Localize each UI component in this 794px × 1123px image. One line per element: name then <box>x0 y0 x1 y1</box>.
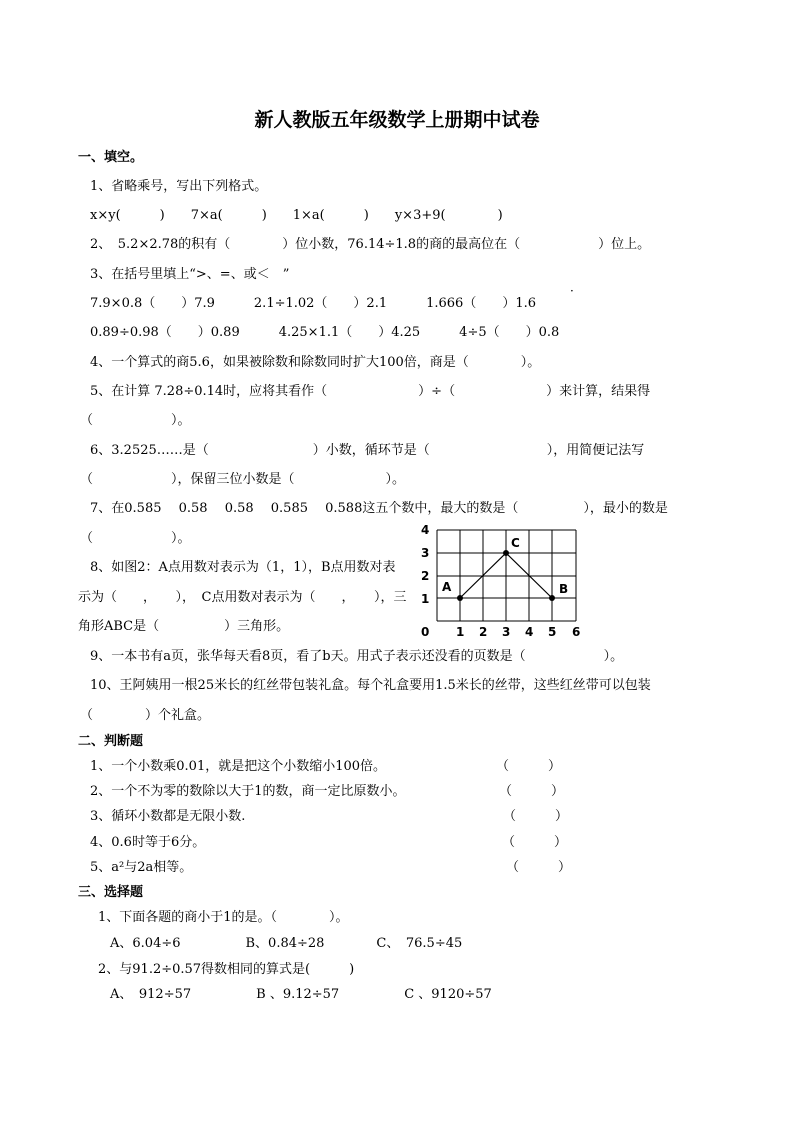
point-a-marker <box>457 595 463 601</box>
choice-question-1-options: A、6.04÷6 B、0.84÷28 C、 76.5÷45 <box>110 936 463 951</box>
section-2-heading: 二、判断题 <box>78 734 144 749</box>
question-9: 9、一本书有a页，张华每天看8页，看了b天。用式子表示还没看的页数是（ ）。 <box>90 649 624 664</box>
y-tick-1: 1 <box>421 592 430 606</box>
question-1-items: x×y( ) 7×a( ) 1×a( ) y×3+9( ) <box>90 208 503 223</box>
question-7-line-1: 7、在0.585 0.58 0.58 0.585 0.588这五个数中，最大的数是（ ），最小的数是 <box>90 501 668 516</box>
y-tick-3: 3 <box>421 546 430 560</box>
x-tick-2: 2 <box>479 625 488 639</box>
repeating-dot-mark: · <box>570 284 574 298</box>
question-6-line-2: （ ），保留三位小数是（ ）。 <box>80 472 406 487</box>
x-tick-3: 3 <box>502 625 511 639</box>
question-5-line-1: 5、在计算 7.28÷0.14时，应将其看作（ ）÷（ ）来计算，结果得 <box>90 384 651 399</box>
judge-item-4: 4、0.6时等于6分。 <box>90 835 206 850</box>
question-6-line-1: 6、3.2525……是（ ）小数，循环节是（ ），用简便记法写 <box>90 443 645 458</box>
question-8-line-3: 角形ABC是（ ）三角形。 <box>78 619 290 634</box>
point-c-marker <box>503 550 509 556</box>
point-b-marker <box>549 595 555 601</box>
grid-lines <box>437 530 576 621</box>
question-10-line-2: （ ）个礼盒。 <box>80 708 211 723</box>
judge-item-3-paren: （ ） <box>503 809 569 824</box>
point-c-label: C <box>511 536 520 550</box>
judge-item-5: 5、a²与2a相等。 <box>90 860 193 875</box>
x-tick-1: 1 <box>456 625 465 639</box>
question-8-line-2: 示为（ ， ）， C点用数对表示为（ ， ），三 <box>78 590 407 605</box>
choice-question-2: 2、与91.2÷0.57得数相同的算式是( ) <box>98 962 355 977</box>
x-tick-6: 6 <box>572 625 581 639</box>
coordinate-grid-figure <box>417 523 587 641</box>
judge-item-2: 2、一个不为零的数除以大于1的数，商一定比原数小。 <box>90 784 406 799</box>
y-tick-4: 4 <box>421 523 430 537</box>
question-7-line-2: （ ）。 <box>80 531 191 546</box>
point-a-label: A <box>442 580 452 594</box>
x-tick-5: 5 <box>548 625 557 639</box>
judge-item-1: 1、一个小数乘0.01，就是把这个小数缩小100倍。 <box>90 759 387 774</box>
question-8-line-1: 8、如图2：A点用数对表示为（1，1），B点用数对表 <box>90 560 396 575</box>
point-b-label: B <box>559 582 569 596</box>
question-2: 2、 5.2×2.78的积有（ ）位小数，76.14÷1.8的商的最高位在（ ）位上。 <box>90 237 651 252</box>
question-5-line-2: （ ）。 <box>80 413 191 428</box>
section-1-heading: 一、填空。 <box>78 150 144 165</box>
judge-item-5-paren: （ ） <box>506 860 572 875</box>
judge-item-3: 3、循环小数都是无限小数. <box>90 809 246 824</box>
judge-item-4-paren: （ ） <box>502 835 568 850</box>
question-4: 4、一个算式的商5.6，如果被除数和除数同时扩大100倍，商是（ ）。 <box>90 355 541 370</box>
y-tick-2: 2 <box>421 569 430 583</box>
page-title: 新人教版五年级数学上册期中试卷 <box>254 109 540 131</box>
choice-question-1: 1、下面各题的商小于1的是。（ ）。 <box>98 910 349 925</box>
question-10-line-1: 10、王阿姨用一根25米长的红丝带包装礼盒。每个礼盒要用1.5米长的丝带，这些红丝带可以包装 <box>90 678 651 693</box>
section-3-heading: 三、选择题 <box>78 885 144 900</box>
judge-item-2-paren: （ ） <box>499 784 565 799</box>
question-3-row-2: 0.89÷0.98（ ）0.89 4.25×1.1（ ）4.25 4÷5（ ）0.8 <box>90 325 560 340</box>
x-tick-4: 4 <box>525 625 534 639</box>
judge-item-1-paren: （ ） <box>496 759 562 774</box>
question-3-row-1: 7.9×0.8（ ）7.9 2.1÷1.02（ ）2.1 1.666（ ）1.6 <box>90 296 536 311</box>
choice-question-2-options: A、 912÷57 B 、9.12÷57 C 、9120÷57 <box>110 987 492 1002</box>
x-tick-0: 0 <box>421 625 430 639</box>
question-1: 1、省略乘号，写出下列格式。 <box>90 179 268 194</box>
question-3: 3、在括号里填上“>、=、或＜ ” <box>90 267 290 282</box>
